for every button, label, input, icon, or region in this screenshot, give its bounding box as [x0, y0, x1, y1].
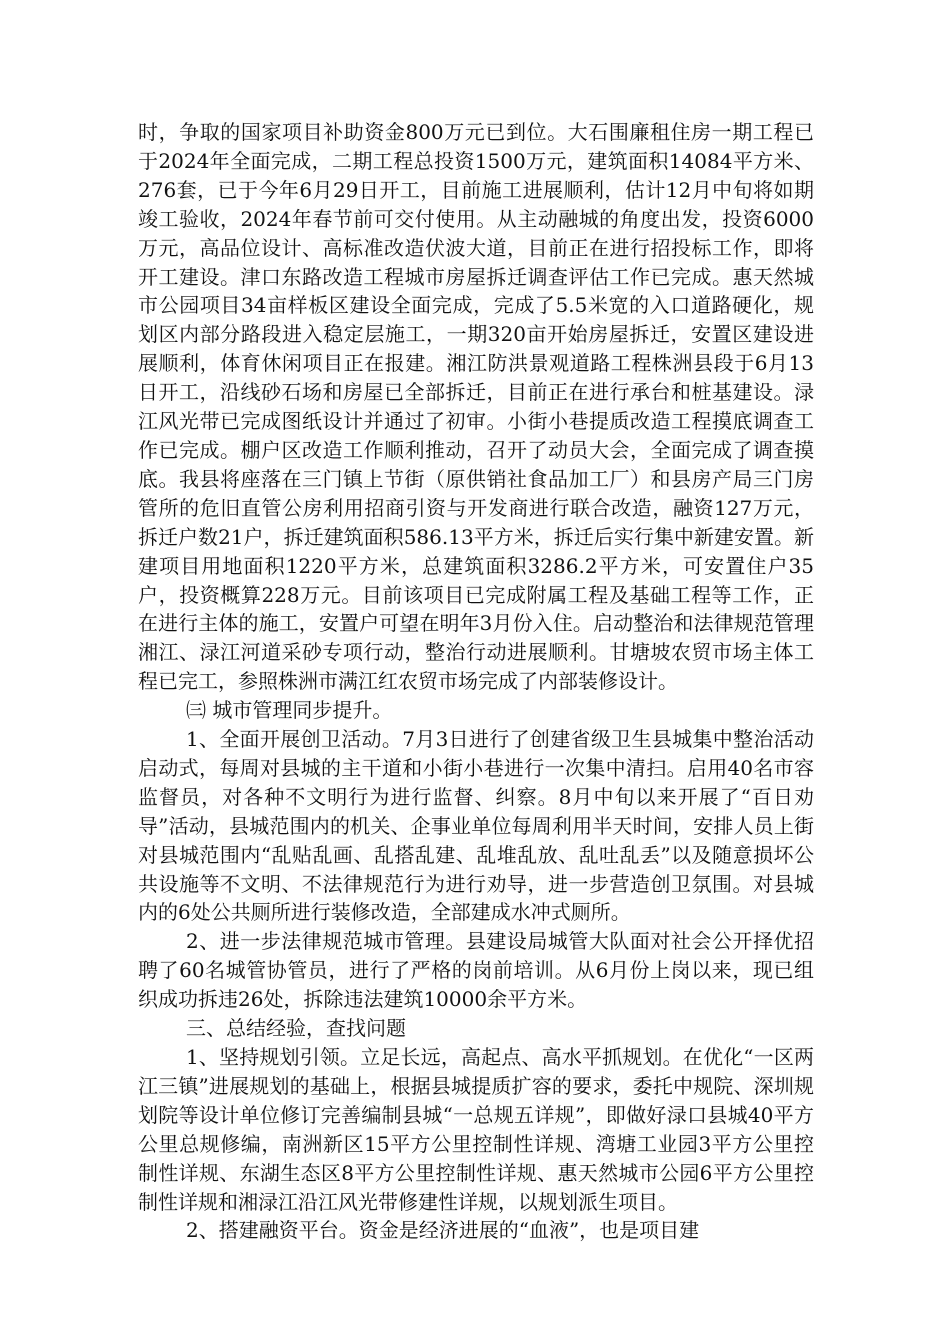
document-body	[138, 118, 814, 1245]
paragraph-3: 1、全面开展创卫活动。7月3日进行了创建省级卫生县城集中整治活动启动式，每周对县城的主干道和小街小巷进行一次集中清扫。启用40名市容监督员，对各种不文明行为进行监督、纠察。8月中旬以来开展了“百日劝导”活动，县城范围内的机关、企事业单位每周利用半天时间，安排人员上街对县城范围内“乱贴乱画、乱搭乱建、乱堆乱放、乱吐乱丢”以及随意损坏公共设施等不文明、不法律规范行为进行劝导，进一步营造创卫氛围。对县城内的6处公共厕所进行装修改造，全部建成水冲式厕所。	[138, 727, 814, 925]
paragraph-6: 1、坚持规划引领。立足长远，高起点、高水平抓规划。在优化“一区两江三镇”进展规划的基础上，根据县城提质扩容的要求，委托中规院、深圳规划院等设计单位修订完善编制县城“一总规五详规”，即做好渌口县城40平方公里总规修编，南洲新区15平方公里控制性详规、湾塘工业园3平方公里控制性详规、东湖生态区8平方公里控制性详规、惠天然城市公园6平方公里控制性详规和湘渌江沿江风光带修建性详规，以规划派生项目。	[138, 1045, 814, 1214]
paragraph-7: 2、搭建融资平台。资金是经济进展的“血液”，也是项目建	[186, 1218, 700, 1243]
paragraph-5-section-heading: 三、总结经验，查找问题	[186, 1016, 406, 1041]
paragraph-1: 时，争取的国家项目补助资金800万元已到位。大石围廉租住房一期工程已于2024年全面完成，二期工程总投资1500万元，建筑面积14084平方米、276套，已于今年6月29日开工，目前施工进展顺利，估计12月中旬将如期竣工验收，2024年春节前可交付使用。从主动融城的角度出发，投资6000万元，高品位设计、高标准改造伏波大道，目前正在进行招投标工作，即将开工建设。津口东路改造工程城市房屋拆迁调查评估工作已完成。惠天然城市公园项目34亩样板区建设全面完成，完成了5.5米宽的入口道路硬化，规划区内部分路段进入稳定层施工，一期320亩开始房屋拆迁，安置区建设进展顺利，体育休闲项目正在报建。湘江防洪景观道路工程株洲县段于6月13日开工，沿线砂石场和房屋已全部拆迁，目前正在进行承台和桩基建设。渌江风光带已完成图纸设计并通过了初审。小街小巷提质改造工程摸底调查工作已完成。棚户区改造工作顺利推动，召开了动员大会，全面完成了调查摸底。我县将座落在三门镇上节街（原供销社食品加工厂）和县房产局三门房管所的危旧直管公房利用招商引资与开发商进行联合改造，融资127万元，拆迁户数21户，拆迁建筑面积586.13平方米，拆迁后实行集中新建安置。新建项目用地面积1220平方米，总建筑面积3286.2平方米，可安置住户35户，投资概算228万元。目前该项目已完成附属工程及基础工程等工作，正在进行主体的施工，安置户可望在明年3月份入住。启动整治和法律规范管理湘江、渌江河道采砂专项行动，整治行动进展顺利。甘塘坡农贸市场主体工程已完工，参照株洲市满江红农贸市场完成了内部装修设计。	[138, 120, 814, 694]
paragraph-2-section-heading: ㈢ 城市管理同步提升。	[186, 698, 393, 723]
paragraph-4: 2、进一步法律规范城市管理。县建设局城管大队面对社会公开择优招聘了60名城管协管员，进行了严格的岗前培训。从6月份上岗以来，现已组织成功拆违26处，拆除违法建筑10000余平方米。	[138, 929, 814, 1012]
